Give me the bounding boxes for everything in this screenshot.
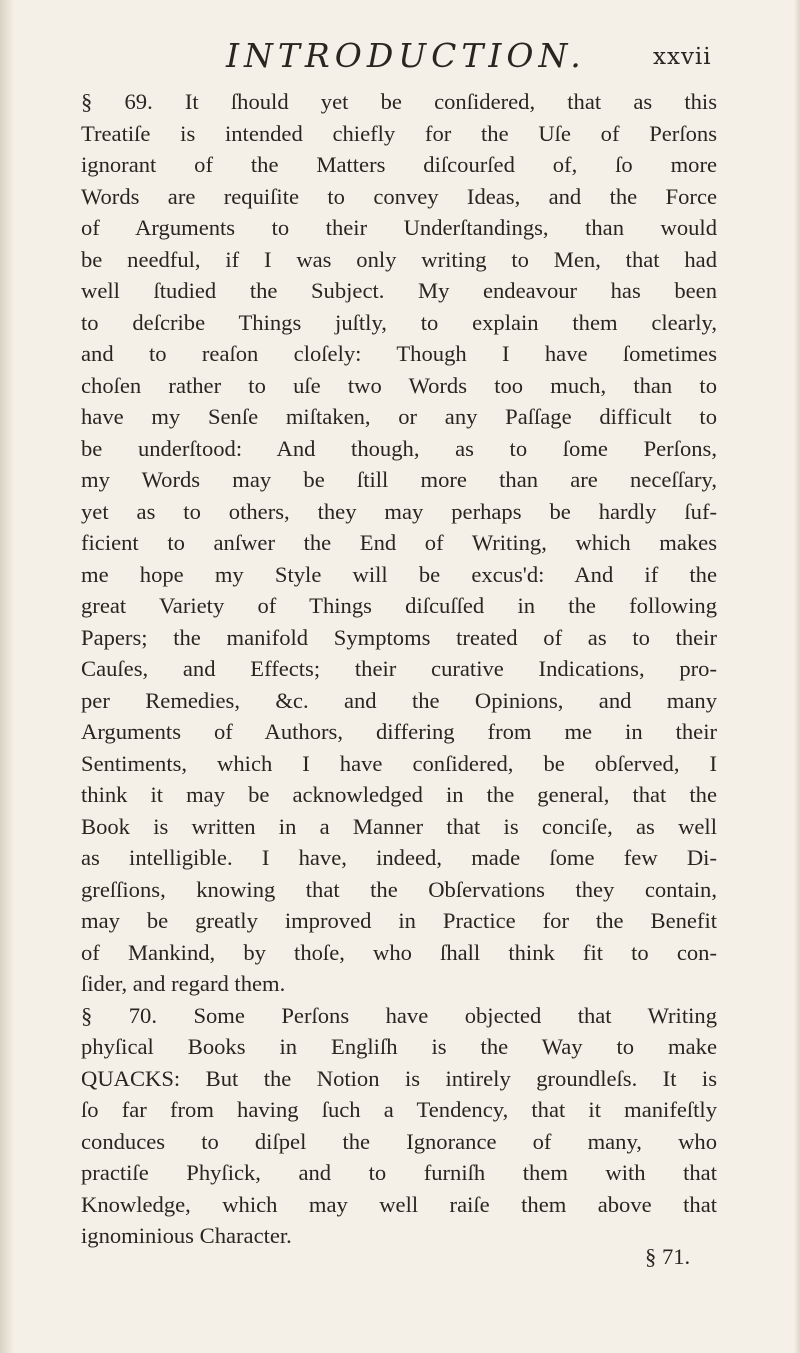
text-line: Treatiſe is intended chiefly for the Uſe of Perſons [81,120,717,146]
text-line: yet as to others, they may perhaps be hardly ſuf- [81,498,717,524]
page-gutter-shadow [0,0,14,1353]
text-line: and to reaſon cloſely: Though I have ſometimes [81,341,717,366]
catchword: § 71. [645,1244,691,1269]
text-line: Words are requiſite to convey Ideas, and the Force [81,183,717,209]
text-line: choſen rather to uſe two Words too much, than to [81,372,717,398]
page-edge-shadow [794,0,800,1353]
running-title: INTRODUCTION. [226,36,586,75]
text-line: to deſcribe Things juſtly, to explain them clearly, [81,309,717,335]
page-number: xxvii [653,44,712,70]
text-line: Knowledge, which may well raiſe them above that [81,1191,717,1217]
text-line: ſo far from having ſuch a Tendency, that it manifeſtly [81,1097,717,1122]
text-line: phyſical Books in Engliſh is the Way to make [81,1034,717,1059]
text-line: have my Senſe miſtaken, or any Paſſage difficult to [81,404,717,429]
text-line: be underſtood: And though, as to ſome Perſons, [81,435,717,461]
text-line: my Words may be ſtill more than are neceſſary, [81,467,717,492]
text-line: think it may be acknowledged in the general, that the [81,782,717,807]
text-line: of Mankind, by thoſe, who ſhall think fit to con- [81,939,717,965]
text-line: per Remedies, &c. and the Opinions, and many [81,687,717,713]
text-line: as intelligible. I have, indeed, made ſome few Di- [81,845,717,870]
text-line: § 69. It ſhould yet be conſidered, that as this [81,89,717,114]
text-line: Arguments of Authors, differing from me in their [81,719,717,744]
text-line: ignorant of the Matters diſcourſed of, ſo more [81,152,717,177]
page-header [226,36,712,75]
text-line: may be greatly improved in Practice for the Benefit [81,908,717,933]
text-line: Sentiments, which I have conſidered, be obſerved, I [81,750,717,776]
paragraph-end-line: ignominious Character. [81,1223,292,1248]
text-line: Cauſes, and Effects; their curative Indications, pro- [81,656,717,681]
text-line: conduces to diſpel the Ignorance of many, who [81,1128,717,1154]
text-line: me hope my Style will be excus'd: And if the [81,561,717,587]
text-line: great Variety of Things diſcuſſed in the following [81,593,717,618]
text-line: be needful, if I was only writing to Men, that had [81,246,717,272]
body-text [81,86,717,1252]
text-line: greſſions, knowing that the Obſervations they contain, [81,876,717,902]
text-line: Book is written in a Manner that is conciſe, as well [81,813,717,839]
paragraph-end-line: ſider, and regard them. [81,971,286,996]
text-line: Papers; the manifold Symptoms treated of as to their [81,624,717,650]
text-line: QUACKS: But the Notion is intirely groundleſs. It is [81,1065,717,1091]
text-line: well ſtudied the Subject. My endeavour has been [81,278,717,303]
text-line: of Arguments to their Underſtandings, than would [81,215,717,240]
text-line: practiſe Phyſick, and to furniſh them with that [81,1160,717,1185]
text-line: § 70. Some Perſons have objected that Writing [81,1002,717,1028]
text-line: ficient to anſwer the End of Writing, which makes [81,530,717,555]
